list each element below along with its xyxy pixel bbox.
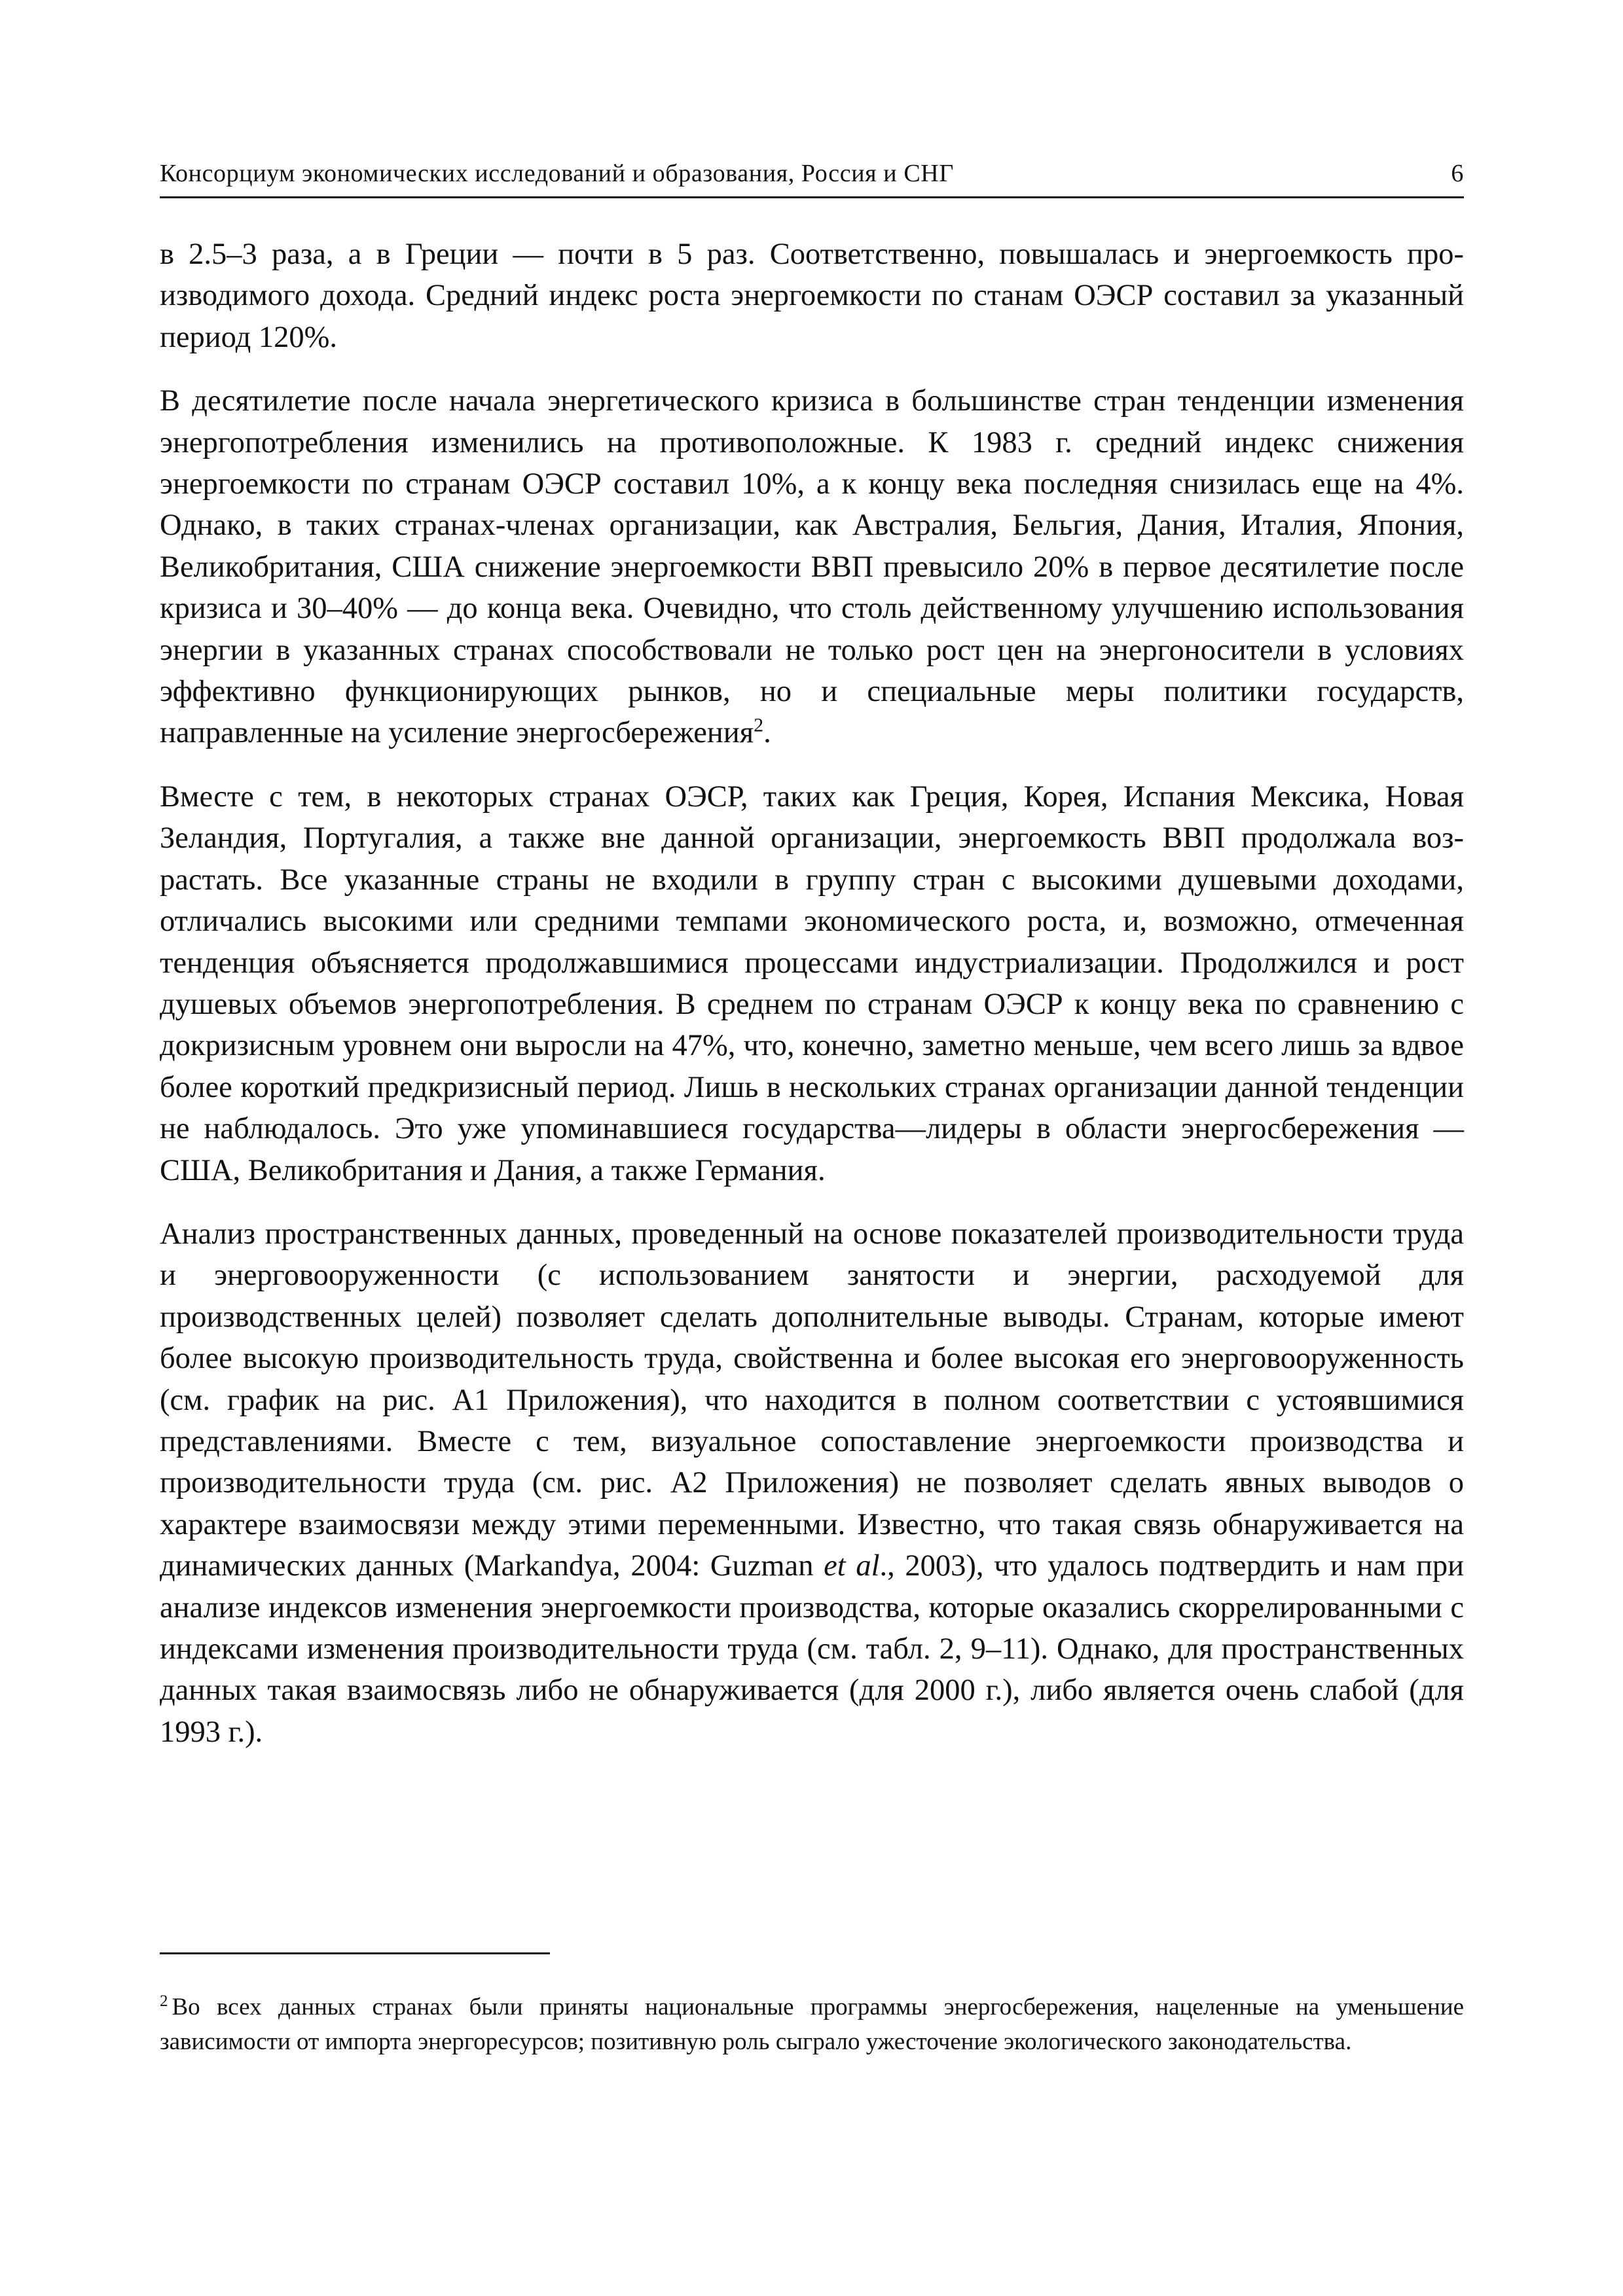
paragraph-3-text: Вместе с тем, в некоторых странах ОЭСР, таких как Греция, Корея, Испания Мексика, Новая Зеландия, Португалия, а также вне данной организации, энергоемкость ВВП продолжала возрастать. Все указанные страны не входили в группу стран с высокими душевыми доходами, отличались высокими или средними темпами экономического роста, и, возможно, отмеченная тенденция объясняется продолжавшимися процессами индустриализации. Продолжился и рост душевых объемов энергопотребления. В среднем по странам ОЭСР к концу века по сравнению с докризисным уровнем они выросли на 47%, что, конечно, заметно меньше, чем всего лишь за вдвое более короткий предкризисный период. Лишь в нескольких странах организации данной тенденции не наблюдалось. Это уже упоминавшиеся государства—лидеры в области энергосбережения — США, Великобритания и Дания, а также Германия.: [160, 780, 1464, 1187]
footnote: [160, 1990, 1464, 2059]
paragraph-1: [160, 234, 1464, 358]
paragraph-4: [160, 1213, 1464, 1753]
page: [160, 151, 1464, 2055]
footnote-reference[interactable]: 2: [754, 714, 764, 736]
paragraph-2: [160, 380, 1464, 754]
paragraph-2-text: В десятилетие после начала энергетического кризиса в большинстве стран тенденции изменения энергопотребления изменились на противоположные. К 1983 г. средний индекс снижения энергоемкости по странам ОЭСР составил 10%, а к концу века последняя снизилась еще на 4%. Однако, в таких странах-членах организации, как Австралия, Бельгия, Дания, Италия, Япония, Великобритания, США снижение энергоемкости ВВП превысило 20% в первое десятилетие после кризиса и 30–40% — до конца века. Очевидно, что столь действенному улучшению использования энергии в указанных странах способствовали не только рост цен на энергоносители в условиях эффективно функционирующих рынков, но и специальные меры политики государств, направленные на усиление энергосбережения: [160, 384, 1464, 750]
running-header: [160, 151, 1464, 198]
paragraph-4-italic: et al: [824, 1549, 880, 1583]
body-text: [160, 234, 1464, 1753]
paragraph-4-text: Анализ пространственных данных, проведенный на основе показателей производительности труда и энерговооруженности (с использованием занятости и энергии, расходуемой для производственных целей) позволяет сделать дополнительные выводы. Странам, которые имеют более высокую производительность труда, свойственна и более высокая его энерговооруженность (см. график на рис. А1 Приложения), что находится в полном соответствии с устоявшимися представлениями. Вместе с тем, визуальное сопоставление энергоемкости производства и производительности труда (см. рис. А2 Приложения) не позволяет сделать явных выводов о характере взаимосвязи между этими переменными. Известно, что такая связь обнаруживается на динамических данных (Markandya, 2004: Guzman: [160, 1217, 1464, 1583]
page-number: 6: [1451, 160, 1464, 187]
paragraph-3: [160, 776, 1464, 1191]
paragraph-1-text: в 2.5–3 раза, а в Греции — почти в 5 раз. Соответственно, повышалась и энергоемкость производимого дохода. Средний индекс роста энергоемкости по станам ОЭСР составил за указанный период 120%.: [160, 238, 1464, 354]
header-title: Консорциум экономических исследований и образования, Россия и СНГ: [160, 160, 954, 187]
paragraph-4-tail: ., 2003), что удалось подтвердить и нам при анализе индексов изменения энергоемкости производства, которые оказались скоррелированными с индексами изменения производительности труда (см. табл. 2, 9–11). Однако, для пространственных данных такая взаимосвязь либо не обнаруживается (для 2000 г.), либо является очень слабой (для 1993 г.).: [160, 1549, 1464, 1749]
footnote-text: Во всех данных странах были приняты национальные программы энергосбережения, нацеленные на уменьшение зависимости от импорта энергоресурсов; позитивную роль сыграло ужесточение экологического законодательства.: [160, 1994, 1464, 2055]
footnote-divider: [160, 1952, 550, 1954]
footnote-mark: 2: [160, 1992, 168, 2010]
paragraph-2-end: .: [763, 716, 771, 750]
